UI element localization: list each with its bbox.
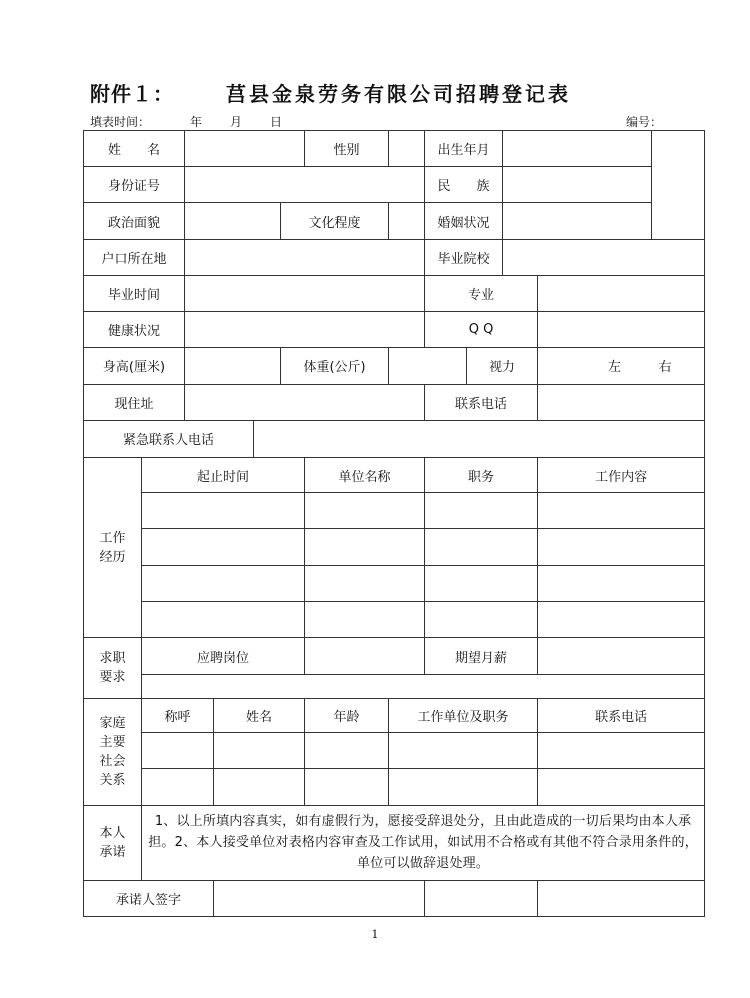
height-field[interactable] (185, 348, 281, 384)
address-field[interactable] (185, 384, 425, 420)
marital-field[interactable] (503, 203, 652, 239)
pledge-text: 1、以上所填内容真实，如有虚假行为，愿接受辞退处分，且由此造成的一切后果均由本人承担。2、本人接受单位对表格内容审查及工作试用，如试用不合格或有其他不符合录用条件的，单位可以做辞退处理。 (142, 806, 705, 880)
health-label: 健康状况 (84, 312, 185, 348)
family-header-relation: 称呼 (142, 699, 214, 732)
family-cell[interactable] (389, 768, 538, 805)
grad-time-label: 毕业时间 (84, 275, 185, 311)
salary-field[interactable] (538, 638, 705, 675)
fill-year-label: 年 (190, 115, 203, 129)
work-cell[interactable] (142, 565, 305, 601)
work-header-content: 工作内容 (538, 457, 705, 492)
signature-field[interactable] (214, 880, 425, 916)
id-number-label: 身份证号 (84, 167, 185, 203)
address-label: 现住址 (84, 384, 185, 420)
family-cell[interactable] (214, 732, 305, 768)
school-label: 毕业院校 (425, 239, 503, 275)
salary-label: 期望月薪 (425, 638, 538, 675)
job-extra-field[interactable] (142, 675, 705, 699)
page-title: 莒县金泉劳务有限公司招聘登记表 (226, 82, 571, 106)
gender-field[interactable] (389, 131, 425, 167)
major-field[interactable] (538, 275, 705, 311)
marital-label: 婚姻状况 (425, 203, 503, 239)
grad-time-field[interactable] (185, 275, 425, 311)
name-field[interactable] (185, 131, 305, 167)
family-cell[interactable] (142, 732, 214, 768)
family-header-employer: 工作单位及职务 (389, 699, 538, 732)
work-header-title: 职务 (425, 457, 538, 492)
political-field[interactable] (185, 203, 281, 239)
work-cell[interactable] (305, 601, 425, 637)
work-cell[interactable] (142, 493, 305, 529)
page-number: 1 (371, 928, 379, 941)
family-cell[interactable] (538, 768, 705, 805)
family-header-name: 姓名 (214, 699, 305, 732)
ethnicity-label: 民 族 (425, 167, 503, 203)
birth-label: 出生年月 (425, 131, 503, 167)
weight-label: 体重(公斤) (281, 348, 389, 384)
family-header-phone: 联系电话 (538, 699, 705, 732)
work-cell[interactable] (425, 565, 538, 601)
family-cell[interactable] (389, 732, 538, 768)
vision-field[interactable] (538, 348, 705, 384)
signature-label: 承诺人签字 (84, 880, 214, 916)
work-cell[interactable] (425, 601, 538, 637)
work-header-period: 起止时间 (142, 457, 305, 492)
family-header-age: 年龄 (305, 699, 389, 732)
work-cell[interactable] (142, 601, 305, 637)
attachment-label: 附件１： (90, 82, 174, 106)
family-cell[interactable] (305, 732, 389, 768)
family-cell[interactable] (142, 768, 214, 805)
work-cell[interactable] (538, 601, 705, 637)
fill-time-line (90, 113, 282, 130)
emergency-label: 紧急联系人电话 (84, 420, 254, 457)
registration-form (83, 130, 705, 917)
gender-label: 性别 (305, 131, 389, 167)
hukou-field[interactable] (185, 239, 425, 275)
phone-field[interactable] (538, 384, 705, 420)
work-cell[interactable] (425, 493, 538, 529)
qq-label: Q Q (425, 312, 538, 348)
family-cell[interactable] (214, 768, 305, 805)
weight-field[interactable] (389, 348, 467, 384)
education-label: 文化程度 (281, 203, 389, 239)
work-section-label: 工作 经历 (84, 457, 142, 637)
vision-label: 视力 (467, 348, 538, 384)
serial-number-label: 编号： (626, 115, 663, 129)
family-cell[interactable] (538, 732, 705, 768)
id-number-field[interactable] (185, 167, 425, 203)
fill-time-label: 填表时间： (90, 115, 151, 129)
birth-field[interactable] (503, 131, 652, 167)
work-header-company: 单位名称 (305, 457, 425, 492)
fill-month-label: 月 (230, 115, 243, 129)
work-cell[interactable] (305, 529, 425, 565)
hukou-label: 户口所在地 (84, 239, 185, 275)
health-field[interactable] (185, 312, 425, 348)
fill-day-label: 日 (270, 115, 283, 129)
pledge-section-label: 本人 承诺 (84, 806, 142, 880)
vision-left-label: 左 (608, 360, 622, 376)
work-cell[interactable] (425, 529, 538, 565)
major-label: 专业 (425, 275, 538, 311)
family-cell[interactable] (305, 768, 389, 805)
name-label: 姓 名 (84, 131, 185, 167)
work-cell[interactable] (305, 493, 425, 529)
position-field[interactable] (305, 638, 425, 675)
height-label: 身高(厘米) (84, 348, 185, 384)
work-cell[interactable] (305, 565, 425, 601)
qq-field[interactable] (538, 312, 705, 348)
ethnicity-field[interactable] (503, 167, 652, 203)
work-cell[interactable] (538, 565, 705, 601)
signature-extra-2[interactable] (538, 880, 705, 916)
education-field[interactable] (389, 203, 425, 239)
photo-area[interactable] (652, 131, 705, 240)
work-cell[interactable] (538, 493, 705, 529)
signature-extra-1[interactable] (425, 880, 538, 916)
political-label: 政治面貌 (84, 203, 185, 239)
school-field[interactable] (503, 239, 705, 275)
job-section-label: 求职 要求 (84, 638, 142, 699)
vision-right-label: 右 (658, 360, 672, 376)
emergency-field[interactable] (254, 420, 705, 457)
work-cell[interactable] (142, 529, 305, 565)
family-section-label: 家庭 主要 社会 关系 (84, 699, 142, 806)
phone-label: 联系电话 (425, 384, 538, 420)
work-cell[interactable] (538, 529, 705, 565)
position-label: 应聘岗位 (142, 638, 305, 675)
